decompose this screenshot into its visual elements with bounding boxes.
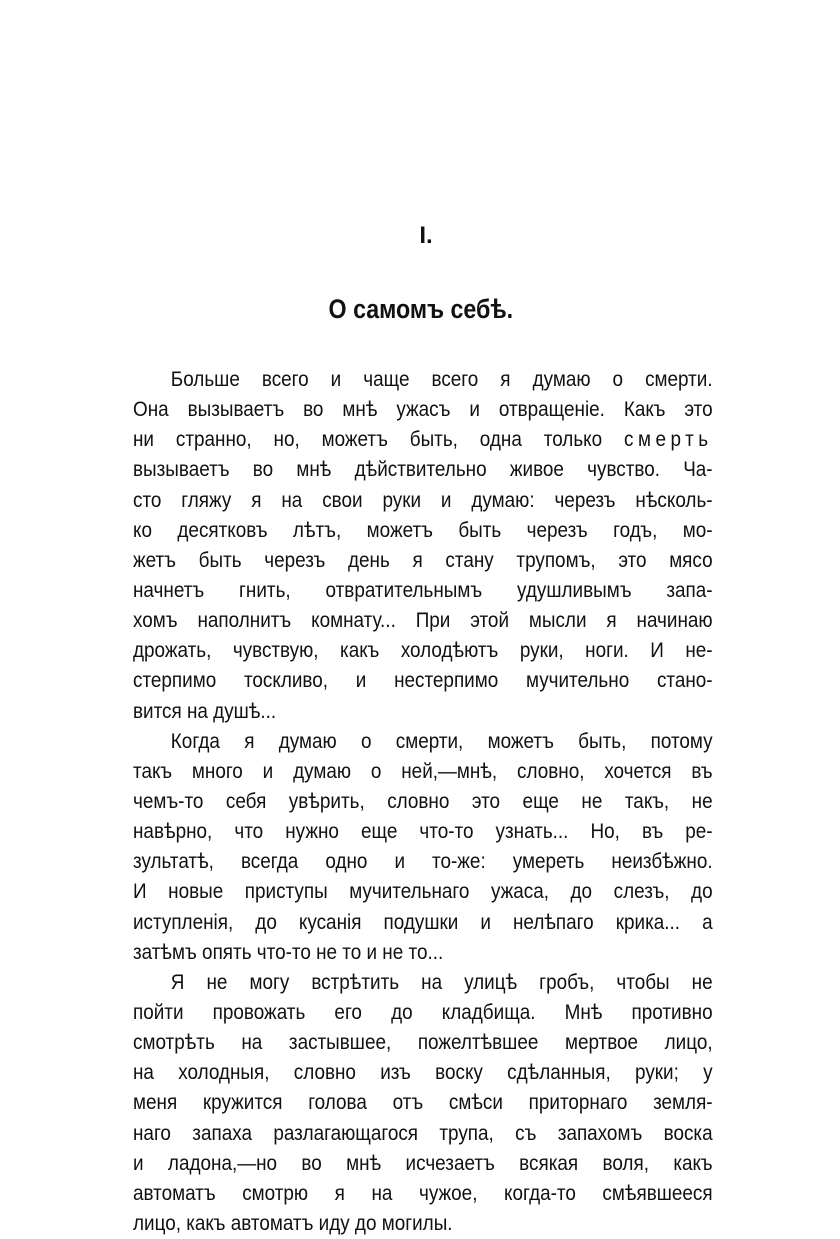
emphasized-word: смерть bbox=[624, 428, 713, 452]
text-line: автоматъ смотрю я на чужое, когда-то смѣявшееся bbox=[133, 1181, 713, 1205]
text-line: вится на душѣ... bbox=[133, 699, 277, 723]
text-line: хомъ наполнитъ комнату... При этой мысли я начинаю bbox=[133, 609, 713, 633]
chapter-body bbox=[133, 365, 713, 1239]
text-line: пойти провожать его до кладбища. Мнѣ противно bbox=[133, 1000, 713, 1024]
text-line: сто гляжу я на свои руки и думаю: черезъ нѣсколь- bbox=[133, 488, 713, 512]
text-line: навѣрно, что нужно еще что-то узнать... Но, въ ре- bbox=[133, 820, 713, 844]
text-line: смотрѣть на застывшее, пожелтѣвшее мертвое лицо, bbox=[133, 1031, 713, 1055]
text-line: жетъ быть черезъ день я стану трупомъ, это мясо bbox=[133, 548, 713, 572]
chapter-number: I. bbox=[419, 222, 433, 249]
text-line: иступленія, до кусанія подушки и нелѣпаго крика... а bbox=[133, 910, 713, 934]
text-line: Я не могу встрѣтить на улицѣ гробъ, чтобы не bbox=[170, 970, 713, 994]
text-line: затѣмъ опять что-то не то и не то... bbox=[133, 940, 444, 964]
text-line: И новые приступы мучительнаго ужаса, до слезъ, до bbox=[133, 880, 713, 904]
text-line: и ладона,—но во мнѣ исчезаетъ всякая воля, какъ bbox=[133, 1151, 713, 1175]
text-line: начнетъ гнить, отвратительнымъ удушливымъ запа- bbox=[133, 578, 713, 602]
text-fragment: ни странно, но, можетъ быть, одна только bbox=[133, 428, 625, 452]
text-line: дрожать, чувствую, какъ холодѣютъ руки, ноги. И не- bbox=[133, 639, 713, 663]
text-line bbox=[133, 425, 713, 455]
text-line: стерпимо тоскливо, и нестерпимо мучительно стано- bbox=[133, 669, 713, 693]
text-line: на холодныя, словно изъ воску сдѣланныя, руки; у bbox=[133, 1061, 713, 1085]
text-line: ко десятковъ лѣтъ, можетъ быть черезъ годъ, мо- bbox=[133, 518, 713, 542]
text-line: меня кружится голова отъ смѣси приторнаго земля- bbox=[133, 1091, 713, 1115]
text-line: зультатѣ, всегда одно и то-же: умереть неизбѣжно. bbox=[133, 850, 713, 874]
chapter-title: О самомъ себѣ. bbox=[328, 294, 514, 324]
text-line: Больше всего и чаще всего я думаю о смерти. bbox=[170, 368, 713, 391]
text-line: наго запаха разлагающагося трупа, съ запахомъ воска bbox=[133, 1121, 713, 1145]
text-line: такъ много и думаю о ней,—мнѣ, словно, хочется въ bbox=[133, 759, 713, 783]
text-line: Когда я думаю о смерти, можетъ быть, потому bbox=[170, 729, 713, 753]
text-line: вызываетъ во мнѣ дѣйствительно живое чувство. Ча- bbox=[133, 458, 713, 482]
text-line: лицо, какъ автоматъ иду до могилы. bbox=[133, 1211, 453, 1235]
text-line: Она вызываетъ во мнѣ ужасъ и отвращеніе. Какъ это bbox=[133, 398, 713, 422]
text-line: чемъ-то себя увѣрить, словно это еще не такъ, не bbox=[133, 789, 713, 813]
